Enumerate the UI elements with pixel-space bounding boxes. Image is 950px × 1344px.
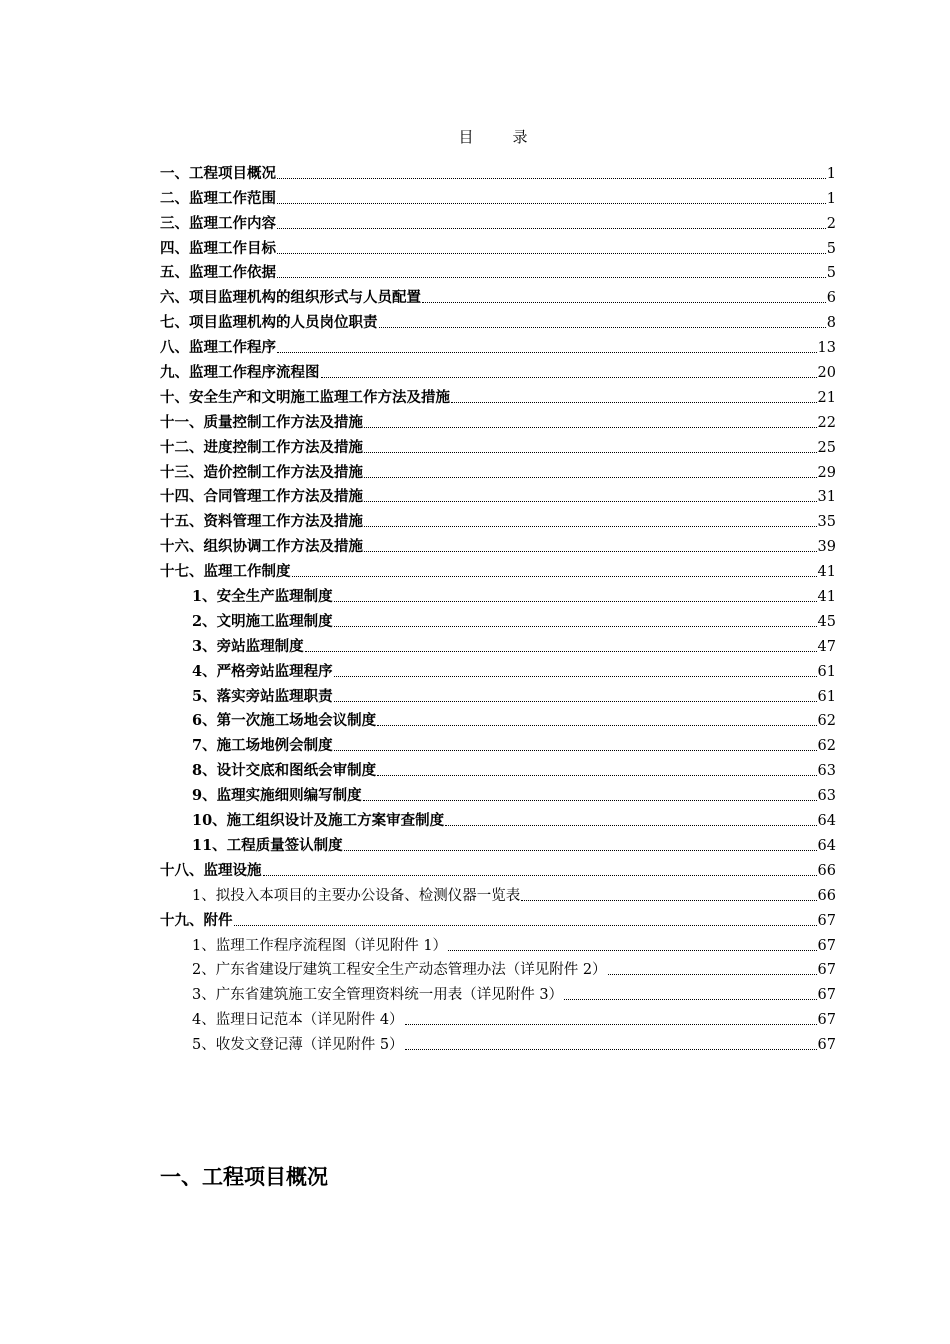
toc-leader-dots: [334, 625, 817, 627]
toc-entry-page-number: 8: [826, 315, 836, 332]
toc-entry[interactable]: [160, 631, 836, 656]
toc-leader-dots: [277, 177, 826, 179]
toc-entry[interactable]: [160, 382, 836, 407]
toc-entry-page-number: 67: [817, 962, 836, 979]
toc-entry-label: 十九、附件: [160, 911, 233, 929]
toc-entry-label: 3、旁站监理制度: [192, 637, 304, 655]
toc-entry-label: 十四、合同管理工作方法及措施: [160, 488, 363, 506]
toc-entry-page-number: 20: [817, 365, 836, 382]
toc-entry[interactable]: [160, 979, 836, 1004]
toc-entry-page-number: 67: [817, 1037, 836, 1054]
toc-entry-page-number: 67: [817, 912, 836, 929]
toc-entry[interactable]: [160, 905, 836, 930]
toc-entry-label: 9、监理实施细则编写制度: [192, 787, 362, 805]
toc-entry-page-number: 62: [817, 713, 836, 730]
toc-entry-label: 4、监理日记范本（详见附件 4）: [192, 1012, 404, 1029]
toc-leader-dots: [521, 899, 816, 901]
toc-entry[interactable]: [160, 656, 836, 681]
toc-leader-dots: [263, 874, 817, 876]
toc-leader-dots: [234, 924, 817, 926]
toc-entry[interactable]: [160, 208, 836, 233]
toc-leader-dots: [364, 451, 817, 453]
toc-entry-page-number: 41: [817, 589, 836, 606]
toc-entry-page-number: 6: [826, 290, 836, 307]
toc-entry-page-number: 66: [817, 887, 836, 904]
toc-entry-label: 十三、造价控制工作方法及措施: [160, 463, 363, 481]
toc-leader-dots: [377, 774, 816, 776]
toc-entry-page-number: 47: [817, 638, 836, 655]
toc-entry[interactable]: [160, 581, 836, 606]
toc-entry-page-number: 67: [817, 937, 836, 954]
toc-entry-page-number: 61: [817, 663, 836, 680]
toc-entry-page-number: 21: [817, 389, 836, 406]
toc-entry-page-number: 2: [826, 215, 836, 232]
toc-entry-label: 四、监理工作目标: [160, 239, 276, 257]
toc-entry-page-number: 5: [826, 265, 836, 282]
toc-entry-label: 5、落实旁站监理职责: [192, 687, 333, 705]
toc-entry-label: 三、监理工作内容: [160, 214, 276, 232]
toc-entry[interactable]: [160, 880, 836, 905]
toc-entry-label: 十六、组织协调工作方法及措施: [160, 538, 363, 556]
toc-entry-label: 十一、质量控制工作方法及措施: [160, 413, 363, 431]
toc-entry[interactable]: [160, 780, 836, 805]
toc-entry[interactable]: [160, 1029, 836, 1054]
toc-entry-label: 十五、资料管理工作方法及措施: [160, 513, 363, 531]
toc-entry[interactable]: [160, 432, 836, 457]
toc-leader-dots: [364, 426, 817, 428]
toc-leader-dots: [379, 326, 826, 328]
toc-entry-page-number: 22: [817, 414, 836, 431]
toc-entry[interactable]: [160, 183, 836, 208]
toc-leader-dots: [292, 575, 817, 577]
toc-leader-dots: [451, 401, 817, 403]
toc-leader-dots: [334, 749, 817, 751]
toc-entry-label: 5、收发文登记薄（详见附件 5）: [192, 1037, 404, 1054]
toc-entry-label: 8、设计交底和图纸会审制度: [192, 762, 377, 780]
toc-entry-label: 7、施工场地例会制度: [192, 737, 333, 755]
toc-entry-page-number: 35: [817, 514, 836, 531]
toc-entry-label: 4、严格旁站监理程序: [192, 662, 333, 680]
toc-leader-dots: [277, 202, 826, 204]
toc-entry-page-number: 29: [817, 464, 836, 481]
toc-entry-page-number: 13: [817, 340, 836, 357]
toc-entry[interactable]: [160, 556, 836, 581]
toc-entry-label: 3、广东省建筑施工安全管理资料统一用表（详见附件 3）: [192, 987, 564, 1004]
toc-entry[interactable]: [160, 482, 836, 507]
toc-leader-dots: [334, 700, 817, 702]
toc-entry-label: 十八、监理设施: [160, 861, 262, 879]
toc-entry-page-number: 62: [817, 738, 836, 755]
toc-entry-label: 6、第一次施工场地会议制度: [192, 712, 377, 730]
toc-entry-label: 九、监理工作程序流程图: [160, 364, 320, 382]
toc-entry-page-number: 67: [817, 1012, 836, 1029]
toc-entry-label: 10、施工组织设计及施工方案审查制度: [192, 812, 445, 830]
toc-entry[interactable]: [160, 681, 836, 706]
toc-entry-label: 2、广东省建设厅建筑工程安全生产动态管理办法（详见附件 2）: [192, 962, 607, 979]
toc-entry[interactable]: [160, 282, 836, 307]
toc-entry-page-number: 39: [817, 539, 836, 556]
toc-entry[interactable]: [160, 706, 836, 731]
toc-entry[interactable]: [160, 258, 836, 283]
toc-leader-dots: [277, 276, 826, 278]
toc-entry-page-number: 25: [817, 439, 836, 456]
toc-leader-dots: [608, 973, 817, 975]
toc-leader-dots: [364, 550, 817, 552]
toc-leader-dots: [305, 650, 817, 652]
toc-entry-page-number: 61: [817, 688, 836, 705]
toc-entry[interactable]: [160, 955, 836, 980]
toc-entry-page-number: 63: [817, 788, 836, 805]
toc-leader-dots: [364, 525, 817, 527]
toc-entry-label: 2、文明施工监理制度: [192, 612, 333, 630]
toc-entry[interactable]: [160, 830, 836, 855]
toc-leader-dots: [405, 1048, 817, 1050]
table-of-contents: [160, 158, 836, 1054]
toc-leader-dots: [448, 949, 816, 951]
toc-leader-dots: [334, 600, 817, 602]
toc-entry[interactable]: [160, 855, 836, 880]
toc-entry-label: 二、监理工作范围: [160, 189, 276, 207]
toc-entry-page-number: 45: [817, 613, 836, 630]
toc-entry-label: 五、监理工作依据: [160, 264, 276, 282]
section-heading: 一、工程项目概况: [160, 1165, 328, 1189]
toc-entry[interactable]: [160, 357, 836, 382]
toc-leader-dots: [364, 500, 817, 502]
toc-entry-page-number: 63: [817, 763, 836, 780]
toc-leader-dots: [334, 675, 817, 677]
toc-leader-dots: [564, 998, 816, 1000]
toc-entry[interactable]: [160, 332, 836, 357]
toc-entry[interactable]: [160, 531, 836, 556]
toc-entry-label: 六、项目监理机构的组织形式与人员配置: [160, 289, 421, 307]
toc-title: 目 录: [458, 128, 540, 146]
toc-leader-dots: [422, 301, 826, 303]
toc-entry-page-number: 64: [817, 813, 836, 830]
toc-leader-dots: [405, 1023, 817, 1025]
toc-entry[interactable]: [160, 730, 836, 755]
toc-entry-label: 七、项目监理机构的人员岗位职责: [160, 314, 378, 332]
toc-leader-dots: [277, 351, 817, 353]
toc-entry-label: 十二、进度控制工作方法及措施: [160, 438, 363, 456]
toc-leader-dots: [363, 799, 817, 801]
toc-entry-page-number: 41: [817, 564, 836, 581]
toc-entry[interactable]: [160, 457, 836, 482]
toc-entry-page-number: 1: [826, 190, 836, 207]
toc-entry[interactable]: [160, 233, 836, 258]
toc-leader-dots: [364, 476, 817, 478]
toc-entry-page-number: 64: [817, 837, 836, 854]
toc-leader-dots: [344, 849, 817, 851]
toc-entry[interactable]: [160, 407, 836, 432]
toc-leader-dots: [321, 376, 817, 378]
toc-entry-label: 11、工程质量签认制度: [192, 836, 343, 854]
toc-entry-label: 1、监理工作程序流程图（详见附件 1）: [192, 937, 448, 954]
toc-entry-label: 1、拟投入本项目的主要办公设备、检测仪器一览表: [192, 887, 521, 904]
toc-leader-dots: [277, 252, 826, 254]
toc-leader-dots: [377, 724, 816, 726]
toc-entry[interactable]: [160, 307, 836, 332]
toc-entry-label: 十七、监理工作制度: [160, 563, 291, 581]
toc-entry[interactable]: [160, 755, 836, 780]
toc-entry-page-number: 67: [817, 987, 836, 1004]
toc-entry-page-number: 5: [826, 240, 836, 257]
toc-entry-label: 一、工程项目概况: [160, 164, 276, 182]
toc-entry[interactable]: [160, 1004, 836, 1029]
toc-entry-label: 1、安全生产监理制度: [192, 588, 333, 606]
toc-entry[interactable]: [160, 158, 836, 183]
toc-entry-page-number: 66: [817, 862, 836, 879]
toc-entry-page-number: 31: [817, 489, 836, 506]
toc-entry-label: 十、安全生产和文明施工监理工作方法及措施: [160, 388, 450, 406]
toc-entry[interactable]: [160, 930, 836, 955]
toc-entry[interactable]: [160, 805, 836, 830]
toc-leader-dots: [445, 824, 816, 826]
toc-leader-dots: [277, 227, 826, 229]
toc-entry[interactable]: [160, 506, 836, 531]
toc-entry-label: 八、监理工作程序: [160, 339, 276, 357]
toc-entry-page-number: 1: [826, 165, 836, 182]
toc-entry[interactable]: [160, 606, 836, 631]
